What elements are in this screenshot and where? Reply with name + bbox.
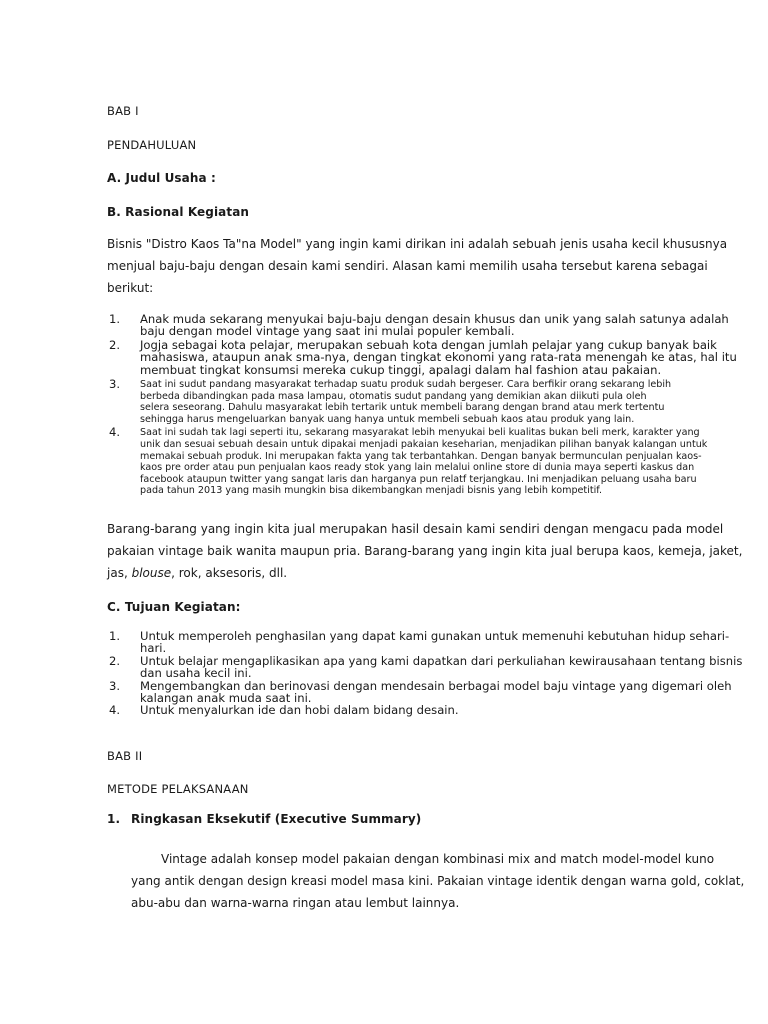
goals-list <box>109 629 743 718</box>
section-heading-tujuan: C. Tujuan Kegiatan: <box>107 600 241 614</box>
list-item-line: facebook ataupun twitter yang sangat laris dan harganya pun relatf terjangkau. Ini menjadikan peluang usaha baru <box>140 473 697 485</box>
list-item-line: Untuk memperoleh penghasilan yang dapat kami gunakan untuk memenuhi kebutuhan hidup sehari- <box>140 629 730 643</box>
italic-term-blouse: blouse <box>131 566 172 580</box>
goods-line: pakaian vintage baik wanita maupun pria. Barang-barang yang ingin kita jual berupa kaos, kemeja, jaket, <box>107 544 743 558</box>
section-heading-rasional: B. Rasional Kegiatan <box>107 205 250 219</box>
list-item <box>109 425 708 497</box>
summary-paragraph <box>131 848 745 914</box>
goods-paragraph <box>107 518 742 584</box>
list-item <box>109 377 672 425</box>
list-item-line: Mengembangkan dan berinovasi dengan mendesain berbagai model baju vintage yang digemari oleh <box>140 678 732 693</box>
chapter-heading-bab1: BAB I <box>107 104 139 118</box>
goods-text: jas, <box>107 566 132 580</box>
list-item <box>109 337 737 377</box>
list-number: 4. <box>109 703 121 718</box>
list-item-line: selera seseorang. Dahulu masyarakat lebih tertarik untuk membeli barang dengan brand atau merk tertentu <box>140 402 665 414</box>
list-item-line: Saat ini sudah tak lagi seperti itu, sekarang masyarakat lebih menyukai beli kualitas bukan beli merk, karakter yang <box>140 427 700 439</box>
intro-line: berikut: <box>107 281 154 295</box>
list-item-line: dan usaha kecil ini. <box>140 666 252 681</box>
list-item-line: Saat ini sudut pandang masyarakat terhadap suatu produk sudah bergeser. Cara berfikir orang sekarang lebih <box>140 379 672 391</box>
subsection-heading-ringkasan: Ringkasan Eksekutif (Executive Summary) <box>131 812 422 826</box>
list-number: 3. <box>109 377 121 392</box>
intro-line: menjual baju-baju dengan desain kami sendiri. Alasan kami memilih usaha tersebut karena sebagai <box>107 259 708 273</box>
list-item-line: berbeda dibandingkan pada masa lampau, otomatis sudut pandang yang demikian akan diikuti pula oleh <box>140 390 647 402</box>
reasons-list <box>109 312 737 497</box>
list-item <box>109 704 669 716</box>
list-item-line: memakai sebuah produk. Ini merupakan fakta yang tak terbantahkan. Dengan banyak bermunculan penjualan kaos- <box>140 450 702 462</box>
list-item-line: mahasiswa, ataupun anak sma-nya, dengan tingkat ekonomi yang rata-rata menengah ke atas, hal itu <box>140 350 737 365</box>
goods-line <box>107 562 742 584</box>
chapter-heading-bab2: BAB II <box>107 749 143 763</box>
summary-line: abu-abu dan warna-warna ringan atau lembut lainnya. <box>131 896 460 910</box>
section-heading-judul-usaha: A. Judul Usaha : <box>107 171 216 185</box>
summary-line: Vintage adalah konsep model pakaian dengan kombinasi mix and match model-model kuno <box>161 852 715 866</box>
goods-line: Barang-barang yang ingin kita jual merupakan hasil desain kami sendiri dengan mengacu pada model <box>107 522 724 536</box>
list-item-line: sehingga harus mengeluarkan banyak uang hanya untuk membeli sebuah kaos atau produk yang lain. <box>140 413 635 425</box>
list-item-line: membuat tingkat konsumsi mereka cukup tinggi, apalagi dalam hal fashion atau pakaian. <box>140 362 662 377</box>
list-number: 3. <box>109 678 121 693</box>
list-item <box>109 312 729 339</box>
list-number: 1. <box>109 312 121 326</box>
list-number: 2. <box>109 337 121 352</box>
list-number: 1. <box>109 629 121 643</box>
list-item <box>109 678 732 706</box>
list-item <box>109 629 730 656</box>
summary-line: yang antik dengan design kreasi model masa kini. Pakaian vintage identik dengan warna gold, coklat, <box>131 874 745 888</box>
list-item-line: Untuk belajar mengaplikasikan apa yang kami dapatkan dari perkuliahan kewirausahaan tentang bisnis <box>140 653 743 668</box>
list-item-line: kaos pre order atau pun penjualan kaos ready stok yang lain melalui online store di dunia maya seperti kaskus dan <box>140 462 695 474</box>
list-number: 4. <box>109 425 121 440</box>
subsection-number: 1. <box>107 812 121 826</box>
list-item-line: pada tahun 2013 yang masih mungkin bisa dikembangkan menjadi bisnis yang lebih kompetitif. <box>140 485 603 497</box>
list-number: 2. <box>109 653 121 668</box>
goods-text: , rok, aksesoris, dll. <box>171 566 288 580</box>
intro-paragraph <box>107 233 727 299</box>
list-item-line: Jogja sebagai kota pelajar, merupakan sebuah kota dengan jumlah pelajar yang cukup banyak baik <box>140 337 717 352</box>
list-item-line: Anak muda sekarang menyukai baju-baju dengan desain khusus dan unik yang salah satunya adalah <box>140 312 729 326</box>
list-item-line: hari. <box>140 641 167 656</box>
list-item <box>109 653 743 681</box>
chapter-title-metode: METODE PELAKSANAAN <box>107 782 249 796</box>
list-item-line: baju dengan model vintage yang saat ini mulai populer kembali. <box>140 324 515 339</box>
intro-line: Bisnis "Distro Kaos Ta"na Model" yang ingin kami dirikan ini adalah sebuah jenis usaha kecil khususnya <box>107 237 728 251</box>
list-item-line: unik dan sesuai sebuah desain untuk dipakai menjadi pakaian keseharian, menjadikan pilihan banyak kalangan untuk <box>140 439 708 450</box>
list-item-line: Untuk menyalurkan ide dan hobi dalam bidang desain. <box>140 703 459 718</box>
chapter-title-pendahuluan: PENDAHULUAN <box>107 138 197 152</box>
list-item-line: kalangan anak muda saat ini. <box>140 691 312 706</box>
